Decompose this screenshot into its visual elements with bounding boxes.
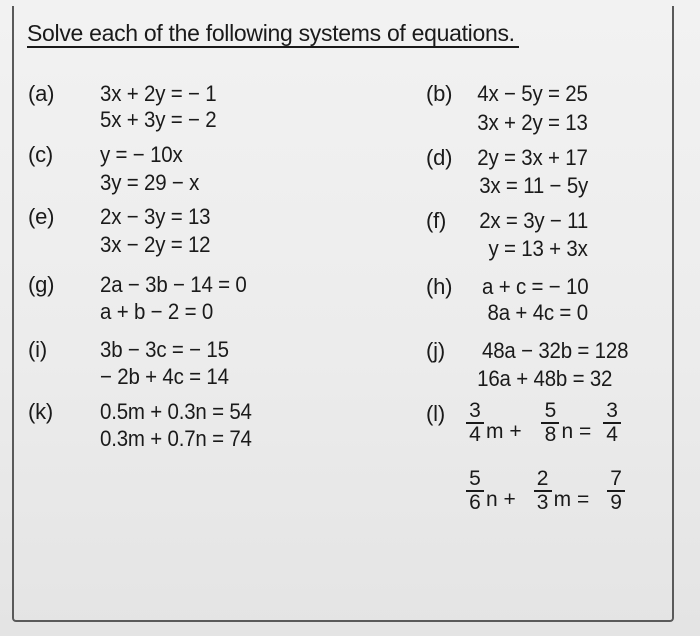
problem-b-eq2: 3x + 2y = 13 — [477, 110, 588, 135]
problem-a-eq1: 3x + 2y = − 1 — [100, 81, 217, 106]
problem-f-eq2: y = 13 + 3x — [488, 236, 588, 261]
denominator: 8 — [544, 423, 557, 446]
problem-i-eq2: − 2b + 4c = 14 — [100, 364, 229, 389]
numerator: 3 — [603, 400, 621, 424]
denominator: 9 — [610, 491, 622, 514]
fraction — [466, 400, 484, 446]
fraction — [534, 468, 552, 514]
fraction — [541, 400, 559, 446]
problem-a-eq2: 5x + 3y = − 2 — [100, 107, 217, 132]
problem-l-eq1 — [466, 400, 621, 446]
problem-c-label: (c) — [28, 142, 54, 167]
numerator: 2 — [534, 468, 552, 492]
problem-e-eq2: 3x − 2y = 12 — [100, 232, 211, 257]
fraction — [603, 400, 621, 446]
problem-j-eq1: 48a − 32b = 128 — [481, 338, 628, 363]
problem-a-label: (a) — [28, 81, 55, 106]
problem-j-eq2: 16a + 48b = 32 — [476, 366, 612, 391]
denominator: 4 — [606, 423, 618, 446]
problem-f-label: (f) — [426, 208, 447, 233]
problem-l-eq2 — [466, 468, 625, 514]
term-text: m = — [553, 488, 590, 511]
problem-l-label: (l) — [426, 401, 445, 426]
problem-i-eq1: 3b − 3c = − 15 — [100, 337, 229, 362]
problem-d-eq2: 3x = 11 − 5y — [479, 173, 588, 198]
problem-e-label: (e) — [28, 204, 55, 229]
problem-c-eq2: 3y = 29 − x — [100, 170, 200, 195]
problem-g-eq2: a + b − 2 = 0 — [100, 299, 214, 324]
term-text: n + — [486, 488, 516, 511]
fraction — [466, 468, 484, 514]
problem-g-label: (g) — [28, 272, 55, 297]
problem-j-label: (j) — [426, 338, 445, 363]
problem-c-eq1: y = − 10x — [100, 142, 183, 167]
problem-h-label: (h) — [426, 274, 453, 299]
denominator: 4 — [469, 423, 481, 446]
problem-e-eq1: 2x − 3y = 13 — [100, 204, 211, 229]
problem-h-eq2: 8a + 4c = 0 — [487, 300, 588, 325]
problem-k-eq2: 0.3m + 0.7n = 74 — [100, 426, 252, 451]
denominator: 6 — [469, 491, 481, 514]
numerator: 5 — [541, 400, 559, 424]
problem-d-label: (d) — [426, 145, 453, 170]
problem-k-label: (k) — [28, 399, 54, 424]
problem-h-eq1: a + c = − 10 — [481, 274, 588, 299]
problem-f-eq1: 2x = 3y − 11 — [479, 208, 588, 233]
term-text: n = — [561, 420, 592, 443]
fraction — [607, 468, 625, 514]
problem-g-eq1: 2a − 3b − 14 = 0 — [100, 272, 247, 297]
term-text: m + — [486, 420, 522, 443]
problem-b-eq1: 4x − 5y = 25 — [477, 81, 588, 106]
numerator: 5 — [466, 468, 484, 492]
problem-b-label: (b) — [426, 81, 453, 106]
title-underline — [27, 46, 519, 48]
numerator: 3 — [466, 400, 484, 424]
worksheet-title: Solve each of the following systems of equations. — [27, 20, 515, 46]
problem-d-eq1: 2y = 3x + 17 — [477, 145, 588, 170]
problem-k-eq1: 0.5m + 0.3n = 54 — [100, 399, 252, 424]
problem-i-label: (i) — [28, 337, 47, 362]
numerator: 7 — [607, 468, 625, 492]
denominator: 3 — [536, 491, 549, 514]
